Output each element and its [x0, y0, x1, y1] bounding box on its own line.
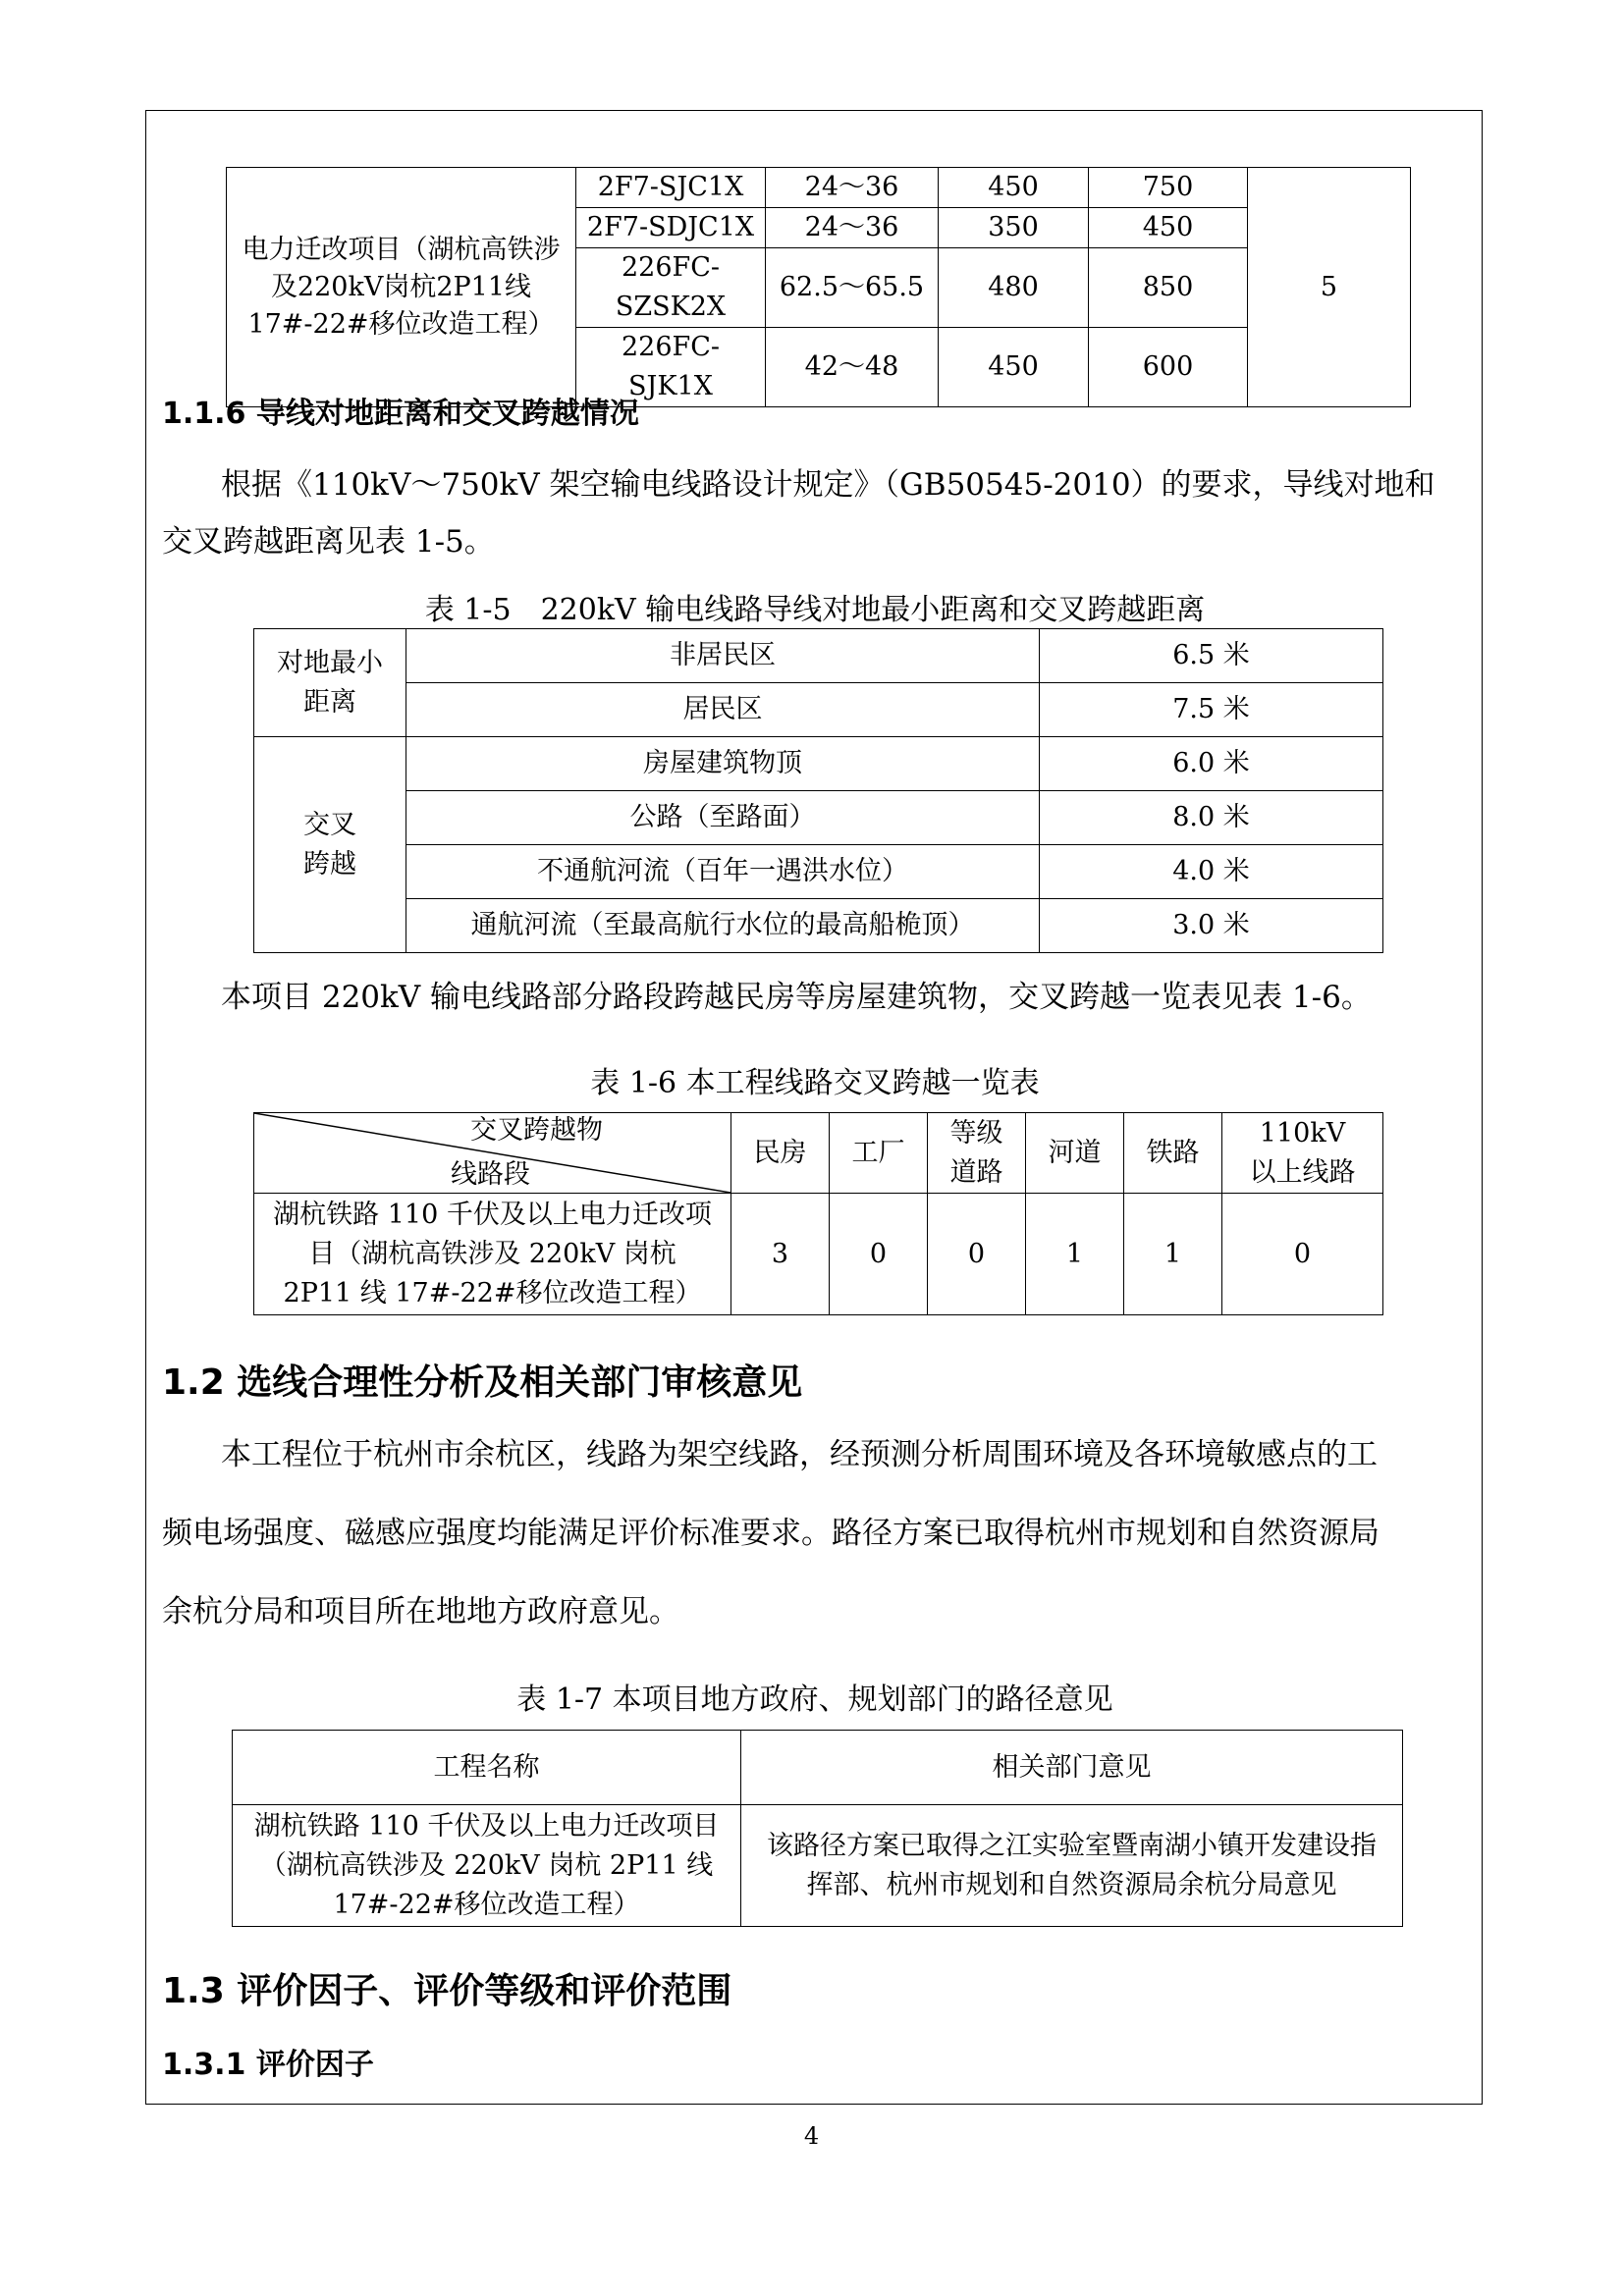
merged-value-cell: 5: [1248, 168, 1411, 407]
table-cell: 226FC-SJK1X: [576, 328, 766, 407]
table-cell: 公路（至路面）: [406, 791, 1040, 845]
table-caption-1-5: 表 1-5 220kV 输电线路导线对地最小距离和交叉跨越距离: [424, 593, 1206, 627]
paragraph-line: 余杭分局和项目所在地地方政府意见。: [162, 1594, 679, 1629]
table-cell: 350: [939, 208, 1089, 248]
table-cell: 居民区: [406, 683, 1040, 737]
table-cell: 42～48: [766, 328, 939, 407]
group-label-crossing: 交叉跨越: [254, 737, 406, 953]
table-cell: 2F7-SDJC1X: [576, 208, 766, 248]
diag-top-label: 交叉跨越物: [470, 1115, 603, 1146]
header-cell: 等级道路: [928, 1113, 1026, 1194]
table-cell: 6.0 米: [1040, 737, 1383, 791]
table-cell: 通航河流（至最高航行水位的最高船桅顶）: [406, 899, 1040, 953]
table-1-5: [253, 628, 1383, 953]
table-1-6: [253, 1112, 1383, 1315]
table-cell: 房屋建筑物顶: [406, 737, 1040, 791]
top-continuation-table: [226, 167, 1411, 407]
table-cell: 450: [939, 168, 1089, 208]
table-cell: 450: [1089, 208, 1248, 248]
header-cell: 相关部门意见: [741, 1731, 1403, 1805]
opinion-cell: 该路径方案已取得之江实验室暨南湖小镇开发建设指挥部、杭州市规划和自然资源局余杭分局意见: [741, 1805, 1403, 1927]
diagonal-header-cell: [254, 1113, 731, 1194]
table-cell: 0: [830, 1194, 928, 1315]
table-cell: 3: [731, 1194, 830, 1315]
table-cell: 226FC-SZSK2X: [576, 248, 766, 328]
table-caption-1-7: 表 1-7 本项目地方政府、规划部门的路径意见: [516, 1682, 1113, 1717]
table-cell: 8.0 米: [1040, 791, 1383, 845]
table-1-7: [232, 1730, 1403, 1927]
section-heading-1-2: 1.2 选线合理性分析及相关部门审核意见: [162, 1362, 803, 1403]
row-label-cell: 湖杭铁路 110 千伏及以上电力迁改项目（湖杭高铁涉及 220kV 岗杭 2P11 线 17#-22#移位改造工程）: [254, 1194, 731, 1315]
group-label-ground-distance: 对地最小距离: [254, 629, 406, 737]
table-cell: 不通航河流（百年一遇洪水位）: [406, 845, 1040, 899]
table-cell: 2F7-SJC1X: [576, 168, 766, 208]
section-heading-1-3-1: 1.3.1 评价因子: [162, 2048, 374, 2082]
header-cell: 110kV 以上线路: [1222, 1113, 1383, 1194]
table-cell: 1: [1026, 1194, 1124, 1315]
paragraph-line: 频电场强度、磁感应强度均能满足评价标准要求。路径方案已取得杭州市规划和自然资源局: [162, 1516, 1380, 1551]
paragraph-line: 交叉跨越距离见表 1-5。: [162, 524, 495, 560]
table-cell: 600: [1089, 328, 1248, 407]
table-cell: 3.0 米: [1040, 899, 1383, 953]
section-heading-1-3: 1.3 评价因子、评价等级和评价范围: [162, 1971, 732, 2011]
diag-bottom-label: 线路段: [451, 1159, 530, 1190]
table-cell: 0: [928, 1194, 1026, 1315]
table-cell: 1: [1124, 1194, 1222, 1315]
header-cell: 河道: [1026, 1113, 1124, 1194]
project-name-cell: 电力迁改项目（湖杭高铁涉及220kV岗杭2P11线17#-22#移位改造工程）: [227, 168, 576, 407]
table-caption-1-6: 表 1-6 本工程线路交叉跨越一览表: [590, 1066, 1040, 1100]
header-cell: 民房: [731, 1113, 830, 1194]
paragraph-line: 本工程位于杭州市余杭区，线路为架空线路，经预测分析周围环境及各环境敏感点的工: [221, 1437, 1378, 1472]
table-cell: 6.5 米: [1040, 629, 1383, 683]
project-name-cell: 湖杭铁路 110 千伏及以上电力迁改项目（湖杭高铁涉及 220kV 岗杭 2P11 线 17#-22#移位改造工程）: [233, 1805, 741, 1927]
table-cell: 24～36: [766, 168, 939, 208]
header-cell: 铁路: [1124, 1113, 1222, 1194]
table-cell: 750: [1089, 168, 1248, 208]
table-cell: 24～36: [766, 208, 939, 248]
section-heading-1-1-6: 1.1.6 导线对地距离和交叉跨越情况: [162, 397, 639, 431]
table-cell: 0: [1222, 1194, 1383, 1315]
table-cell: 850: [1089, 248, 1248, 328]
table-cell: 62.5～65.5: [766, 248, 939, 328]
paragraph-line: 根据《110kV～750kV 架空输电线路设计规定》（GB50545-2010）的要求，导线对地和: [221, 467, 1435, 503]
header-cell: 工厂: [830, 1113, 928, 1194]
header-cell: 工程名称: [233, 1731, 741, 1805]
table-cell: 480: [939, 248, 1089, 328]
page-number: 4: [803, 2122, 820, 2150]
table-cell: 7.5 米: [1040, 683, 1383, 737]
table-cell: 450: [939, 328, 1089, 407]
table-cell: 4.0 米: [1040, 845, 1383, 899]
crossing-note: 本项目 220kV 输电线路部分路段跨越民房等房屋建筑物，交叉跨越一览表见表 1-6。: [221, 980, 1372, 1015]
table-cell: 非居民区: [406, 629, 1040, 683]
